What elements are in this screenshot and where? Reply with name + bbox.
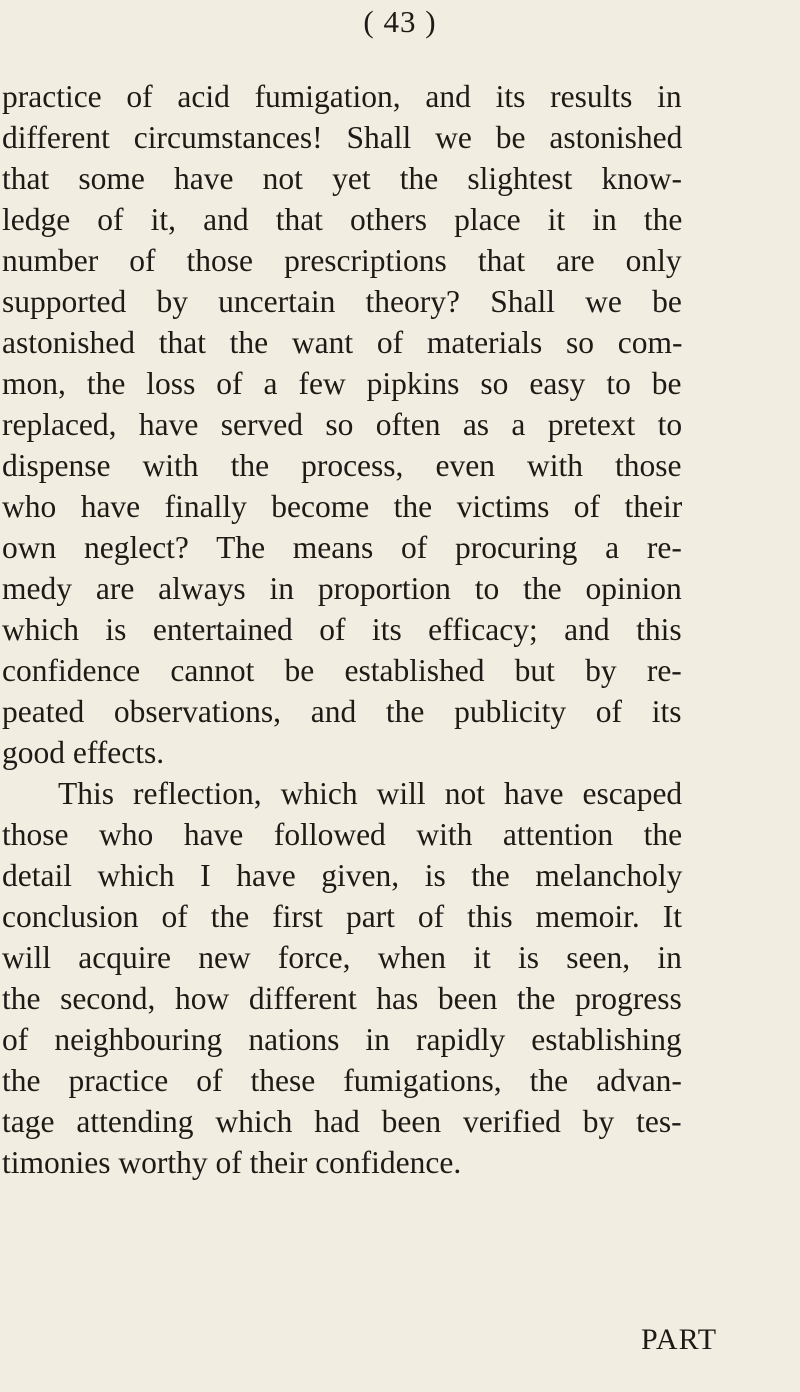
text-line: own neglect? The means of procuring a re- bbox=[2, 530, 682, 565]
text-line: This reflection, which will not have escaped bbox=[58, 776, 683, 811]
text-line: number of those prescriptions that are only bbox=[2, 243, 682, 278]
catchword: PART bbox=[641, 1323, 718, 1356]
text-line: timonies worthy of their confidence. bbox=[2, 1145, 462, 1180]
text-line: that some have not yet the slightest know- bbox=[2, 161, 683, 196]
page-number: ( 43 ) bbox=[363, 4, 437, 39]
text-line: different circumstances! Shall we be astonished bbox=[2, 120, 683, 155]
text-line: astonished that the want of materials so com- bbox=[2, 325, 683, 360]
text-line: confidence cannot be established but by re- bbox=[2, 653, 682, 688]
text-line: which is entertained of its efficacy; and this bbox=[2, 612, 682, 647]
text-line: the practice of these fumigations, the advan- bbox=[2, 1063, 682, 1098]
text-line: mon, the loss of a few pipkins so easy to be bbox=[2, 366, 682, 401]
text-line: who have finally become the victims of their bbox=[2, 489, 683, 524]
text-line: supported by uncertain theory? Shall we be bbox=[2, 284, 682, 319]
text-line: replaced, have served so often as a pretext to bbox=[2, 407, 683, 442]
text-line: those who have followed with attention the bbox=[2, 817, 683, 852]
text-line: detail which I have given, is the melancholy bbox=[2, 858, 683, 893]
text-line: peated observations, and the publicity of its bbox=[2, 694, 682, 729]
text-line: medy are always in proportion to the opinion bbox=[2, 571, 682, 606]
text-line: will acquire new force, when it is seen, in bbox=[2, 940, 682, 975]
text-line: ledge of it, and that others place it in the bbox=[2, 202, 683, 237]
text-line: practice of acid fumigation, and its results in bbox=[2, 79, 682, 114]
text-line: conclusion of the first part of this memoir. It bbox=[2, 899, 683, 934]
text-line: tage attending which had been verified by tes- bbox=[2, 1104, 682, 1139]
text-line: the second, how different has been the progress bbox=[2, 981, 682, 1016]
text-line: of neighbouring nations in rapidly establishing bbox=[2, 1022, 682, 1057]
text-line: dispense with the process, even with those bbox=[2, 448, 682, 483]
text-line: good effects. bbox=[2, 735, 165, 770]
